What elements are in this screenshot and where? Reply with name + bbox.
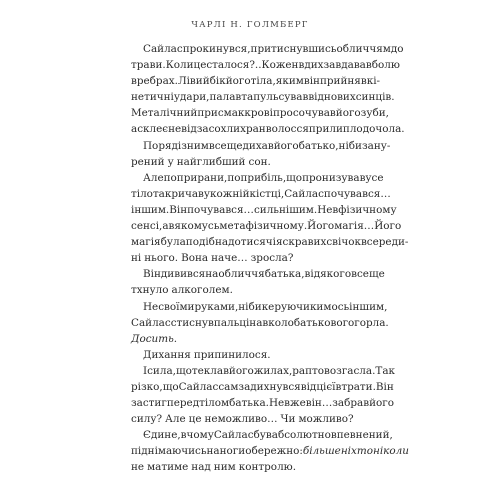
word: Металічний [131, 107, 198, 120]
word: крові [244, 107, 273, 120]
word: припинилося. [193, 348, 271, 361]
text-line [131, 459, 369, 475]
word: жилах, [253, 364, 293, 377]
word: присмак [197, 107, 245, 120]
word: засохлих [196, 123, 246, 136]
word: яким [275, 75, 304, 88]
word: ним [213, 461, 236, 474]
word: Чи [280, 413, 296, 426]
word: тілом [199, 397, 230, 410]
word: волосся [265, 123, 309, 136]
text-line [131, 202, 397, 218]
word: палав [209, 91, 242, 104]
word: контролю. [238, 461, 297, 474]
word: навколо [249, 316, 294, 329]
word: сила, [147, 364, 176, 377]
word: Не [143, 300, 159, 313]
word: пульсував [253, 91, 309, 104]
word: прилипло [308, 123, 363, 136]
word: кістці, [249, 187, 285, 200]
word: його [225, 75, 251, 88]
word: синців. [355, 91, 395, 104]
word: метафізичному. [219, 220, 308, 233]
word: Він [169, 203, 188, 216]
word: кричав [164, 187, 204, 200]
word: болю [371, 59, 400, 72]
word: наче… [211, 252, 248, 265]
word: його [273, 139, 299, 152]
word: ніхто [340, 445, 373, 458]
word: рений [131, 155, 165, 168]
word: пронизував [302, 171, 366, 184]
word: втрати. [335, 380, 376, 393]
word: до [228, 236, 241, 249]
word: його [369, 397, 394, 410]
word: нетичні [131, 91, 174, 104]
word: він [303, 75, 320, 88]
word: на [205, 268, 219, 281]
word: тіло [131, 187, 153, 200]
word: ніби [338, 139, 362, 152]
word: перед [166, 397, 200, 410]
word: обережно: [245, 445, 303, 458]
word: ніби [238, 300, 262, 313]
word: усе [365, 171, 384, 184]
word: всереди- [360, 236, 409, 249]
word: дихав [242, 139, 274, 152]
word: більше [302, 445, 341, 458]
word: від [308, 91, 324, 104]
word: рани, [197, 171, 228, 184]
word: згасла. [336, 364, 376, 377]
word: в [180, 429, 187, 442]
word: в [332, 203, 339, 216]
word: нових [323, 91, 356, 104]
word: із [177, 139, 187, 152]
word: все [351, 268, 369, 281]
word: Невже [268, 397, 306, 410]
text-line [131, 427, 393, 443]
word: притиснувшись [250, 43, 337, 55]
word: Його [374, 220, 402, 233]
word: Лівий [177, 75, 210, 88]
word: ноги [219, 445, 246, 458]
word: силу? [131, 413, 163, 426]
text-line [131, 315, 389, 331]
word: обличчя [218, 268, 265, 281]
word: сталося?.. [206, 59, 262, 72]
text-line [131, 154, 369, 170]
word: фізичному [338, 203, 397, 216]
word: різко, [131, 380, 163, 393]
word: Сайлас [284, 187, 324, 200]
word: сильнішим. [253, 203, 318, 216]
word: до [362, 123, 376, 136]
word: не [131, 461, 145, 474]
word: а [131, 123, 138, 136]
word: кі- [366, 75, 381, 88]
word: впевнений, [330, 429, 393, 442]
word: стиснув [170, 316, 214, 329]
word: що [175, 364, 192, 377]
word: ще [368, 268, 385, 281]
word: бік [209, 75, 226, 88]
text-line [131, 121, 405, 137]
word: зану- [361, 139, 391, 152]
word: неможливо… [204, 413, 278, 426]
word: батько, [298, 139, 339, 152]
word: була [160, 236, 186, 249]
word: тхнуло [131, 284, 169, 297]
word: свічок [326, 236, 361, 249]
word: кимось [309, 300, 350, 313]
text-line [131, 395, 394, 411]
word: піднімаючись [131, 445, 207, 458]
word: Єдине, [143, 429, 181, 442]
text-line [131, 234, 409, 250]
word: просочував [272, 107, 336, 120]
word: тіла, [250, 75, 276, 88]
word: яскравих [275, 236, 327, 249]
word: найглибший [176, 155, 246, 168]
word: в [223, 364, 229, 377]
word: Він [375, 380, 394, 393]
word: над [191, 461, 211, 474]
word: біль, [261, 171, 287, 184]
word: зросла? [250, 252, 294, 265]
word: задихнувся [238, 380, 301, 393]
word: можливо? [298, 413, 354, 426]
word: Його [307, 220, 335, 233]
word: до [390, 43, 404, 55]
text-line [131, 331, 369, 347]
text-line [131, 347, 369, 363]
word: чому [186, 429, 214, 442]
word: ніколи [372, 445, 409, 458]
text-line [131, 218, 402, 234]
word: зуби, [360, 107, 389, 120]
word: матиме [147, 461, 189, 474]
text-line [131, 443, 409, 459]
word: прокинувся, [182, 43, 251, 55]
word: своїми [158, 300, 195, 313]
word: забрав [332, 397, 370, 410]
word: у [203, 187, 211, 200]
word: батька, [264, 268, 305, 281]
text-line [131, 266, 385, 282]
word: ран [245, 123, 266, 136]
word: чола. [375, 123, 405, 136]
word: застиг [131, 397, 167, 410]
word: ні [131, 252, 142, 265]
word: що [162, 380, 179, 393]
word: сам [218, 380, 239, 393]
word: попри [163, 171, 198, 184]
word: трави. [131, 59, 166, 72]
word: Так [375, 364, 396, 377]
text-line [131, 186, 391, 202]
word: а [162, 220, 169, 233]
word: керуючи [261, 300, 310, 313]
word: Вона [181, 252, 209, 265]
text-line [131, 299, 388, 315]
word: І [143, 364, 148, 377]
word: попри [227, 171, 261, 184]
word: ним [186, 139, 209, 152]
word: та [152, 187, 165, 200]
word: тисячі [240, 236, 276, 249]
word: завдавав [323, 59, 372, 72]
text-line [131, 363, 396, 379]
text-line [131, 73, 381, 89]
body-text [131, 41, 409, 476]
word: що [286, 171, 303, 184]
text-line [131, 138, 391, 154]
word: Але [143, 171, 164, 184]
word: обличчям [336, 43, 391, 55]
word: руками, [194, 300, 239, 313]
word: в [131, 75, 137, 88]
word: прийняв [319, 75, 367, 88]
word: почувався… [187, 203, 254, 216]
word: іншим, [349, 300, 388, 313]
word: Не [317, 203, 333, 216]
word: сенсі, [131, 220, 163, 233]
word: батькового [293, 316, 355, 329]
text-line [131, 411, 369, 427]
word: від [181, 123, 197, 136]
word: пальці [213, 316, 250, 329]
word: у [167, 155, 174, 168]
word: батька. [229, 397, 269, 410]
text-line [131, 282, 369, 298]
text-line [131, 170, 384, 186]
word: його [228, 364, 254, 377]
running-header: ЧАРЛІ Н. ГОЛМБЕРГ [191, 20, 309, 30]
word: Але [165, 413, 186, 426]
word: Він [143, 268, 161, 281]
word: це [188, 413, 202, 426]
word: Досить. [131, 332, 178, 345]
text-line [131, 105, 389, 121]
word: текла [191, 364, 224, 377]
word: Поряд [143, 139, 178, 152]
word: від [300, 380, 317, 393]
word: Сайлас [213, 429, 254, 442]
word: якомусь [174, 220, 220, 233]
word: магія… [334, 220, 375, 233]
word: його [335, 107, 361, 120]
word: Сайлас [143, 43, 183, 55]
text-line [131, 379, 394, 395]
word: в [168, 220, 175, 233]
word: магія [131, 236, 161, 249]
word: алкоголем. [171, 284, 233, 297]
word: раптово [292, 364, 337, 377]
word: нього. [144, 252, 179, 265]
word: був [253, 429, 272, 442]
word: вдих [298, 59, 324, 72]
word: Сайлас [131, 316, 171, 329]
word: все [208, 139, 227, 152]
word: абсолютно [271, 429, 331, 442]
word: удари, [173, 91, 210, 104]
text-line [131, 41, 404, 57]
word: почувався… [323, 187, 391, 200]
word: та [241, 91, 254, 104]
word: це [193, 59, 207, 72]
word: горла. [354, 316, 389, 329]
word: цієї [316, 380, 336, 393]
word: ребрах. [136, 75, 178, 88]
text-line [131, 89, 395, 105]
word: кожній [210, 187, 250, 200]
word: якого [320, 268, 352, 281]
word: Кожен [261, 59, 299, 72]
word: дивився [160, 268, 206, 281]
word: ще [226, 139, 243, 152]
word: Дихання [143, 348, 191, 361]
word: подібна [185, 236, 229, 249]
word: на [206, 445, 220, 458]
text-line [131, 250, 369, 266]
word: Коли [165, 59, 194, 72]
word: від [304, 268, 321, 281]
text-line [131, 57, 400, 73]
word: він… [305, 397, 333, 410]
word: іншим. [131, 203, 170, 216]
word: сон. [248, 155, 271, 168]
word: Сайлас [178, 380, 219, 393]
word: склеєне [137, 123, 182, 136]
